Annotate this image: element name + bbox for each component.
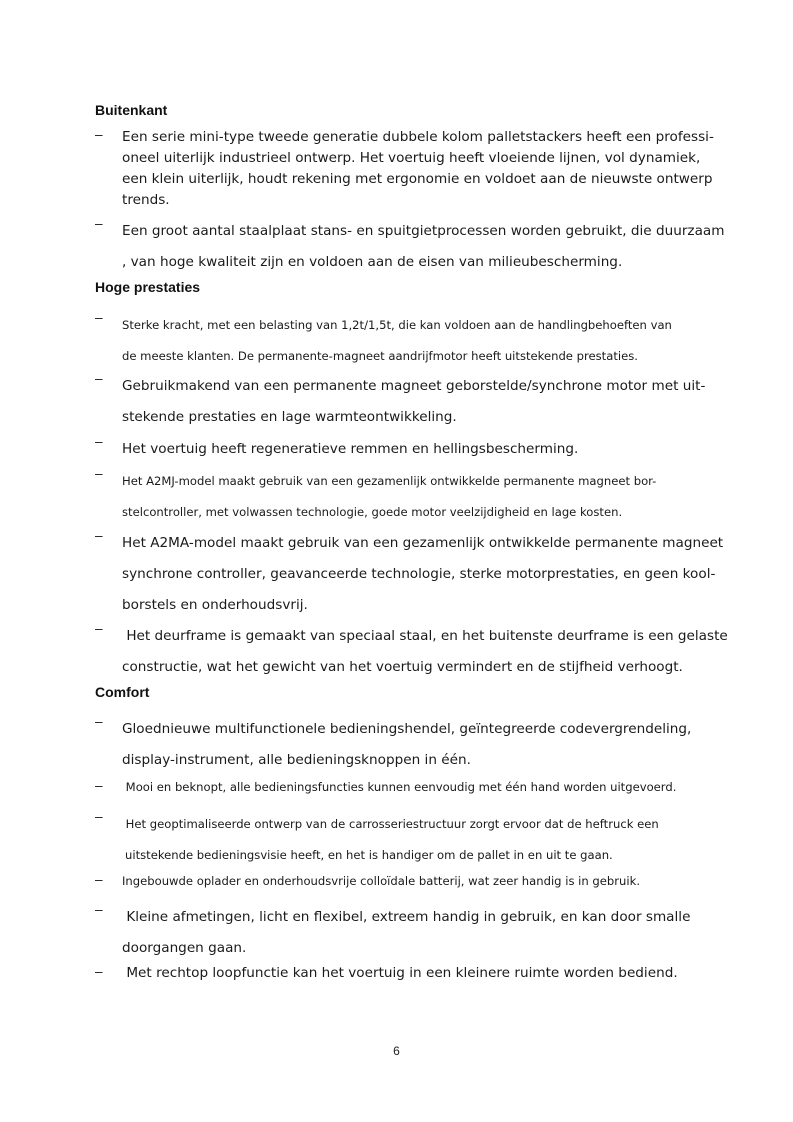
page-number: 6 bbox=[393, 1044, 400, 1058]
bullet-dash: – bbox=[95, 127, 103, 142]
text-line: display-instrument, alle bedieningsknoppen in één. bbox=[122, 752, 471, 768]
bullet-dash: – bbox=[95, 621, 103, 636]
bullet-dash: – bbox=[95, 434, 103, 449]
text-line: Sterke kracht, met een belasting van 1,2t/1,5t, die kan voldoen aan de handlingbehoeften van bbox=[122, 318, 672, 332]
text-line: Een groot aantal staalplaat stans- en spuitgietprocessen worden gebruikt, die duurzaam bbox=[122, 223, 725, 239]
text-line: Met rechtop loopfunctie kan het voertuig in een kleinere ruimte worden bediend. bbox=[122, 965, 678, 981]
text-line: Het geoptimaliseerde ontwerp van de carrosseriestructuur zorgt ervoor dat de heftruck een bbox=[122, 817, 659, 831]
text-line: de meeste klanten. De permanente-magneet aandrijfmotor heeft uitstekende prestaties. bbox=[122, 349, 638, 363]
text-line: stekende prestaties en lage warmteontwikkeling. bbox=[122, 409, 457, 425]
text-line: Gebruikmakend van een permanente magneet geborstelde/synchrone motor met uit- bbox=[122, 378, 706, 394]
list-item-text bbox=[122, 872, 717, 890]
bullet-dash: – bbox=[95, 964, 103, 979]
bullet-dash: – bbox=[95, 466, 103, 481]
bullet-dash: – bbox=[95, 310, 103, 325]
text-line: Het voertuig heeft regeneratieve remmen en hellingsbescherming. bbox=[122, 441, 579, 457]
list-item-text bbox=[122, 809, 717, 871]
text-line: constructie, wat het gewicht van het voertuig vermindert en de stijfheid verhoogt. bbox=[122, 659, 683, 675]
text-line: Kleine afmetingen, licht en flexibel, extreem handig in gebruik, en kan door smalle bbox=[122, 909, 691, 925]
bullet-dash: – bbox=[95, 902, 103, 917]
list-item-text bbox=[122, 528, 724, 621]
text-line: uitstekende bedieningsvisie heeft, en het is handiger om de pallet in en uit te gaan. bbox=[125, 848, 613, 862]
list-item-text bbox=[122, 621, 728, 683]
text-line: Gloednieuwe multifunctionele bedieningshendel, geïntegreerde codevergrendeling, bbox=[122, 721, 692, 737]
section-heading-hoge-prestaties: Hoge prestaties bbox=[95, 279, 201, 295]
text-line: stelcontroller, met volwassen technologie, goede motor veelzijdigheid en lage kosten. bbox=[122, 505, 623, 519]
bullet-dash: – bbox=[95, 778, 103, 793]
text-line: Het A2MA-model maakt gebruik van een gezamenlijk ontwikkelde permanente magneet bbox=[122, 535, 724, 551]
text-line: synchrone controller, geavanceerde technologie, sterke motorprestaties, en geen kool- bbox=[122, 566, 716, 582]
bullet-dash: – bbox=[95, 872, 103, 887]
text-line: trends. bbox=[122, 192, 170, 208]
text-line: een klein uiterlijk, houdt rekening met ergonomie en voldoet aan de nieuwste ontwerp bbox=[122, 171, 713, 187]
list-item-text bbox=[122, 964, 717, 982]
list-item-text bbox=[122, 127, 717, 211]
text-line: oneel uiterlijk industrieel ontwerp. Het voertuig heeft vloeiende lijnen, vol dynamiek, bbox=[122, 150, 701, 166]
text-line: Ingebouwde oplader en onderhoudsvrije colloïdale batterij, wat zeer handig is in gebruik. bbox=[122, 874, 641, 888]
list-item-text bbox=[122, 714, 717, 776]
bullet-dash: – bbox=[95, 371, 103, 386]
text-line: borstels en onderhoudsvrij. bbox=[122, 597, 308, 613]
text-line: doorgangen gaan. bbox=[122, 940, 247, 956]
list-item-text bbox=[122, 778, 717, 796]
text-line: Het A2MJ-model maakt gebruik van een gezamenlijk ontwikkelde permanente magneet bor- bbox=[122, 474, 657, 488]
list-item-text bbox=[122, 216, 725, 278]
text-line: Een serie mini-type tweede generatie dubbele kolom palletstackers heeft een professi- bbox=[122, 129, 714, 145]
list-item-text bbox=[122, 434, 717, 465]
bullet-dash: – bbox=[95, 528, 103, 543]
bullet-dash: – bbox=[95, 216, 103, 231]
bullet-dash: – bbox=[95, 809, 103, 824]
text-line: Mooi en beknopt, alle bedieningsfuncties kunnen eenvoudig met één hand worden uitgevoerd. bbox=[122, 780, 677, 794]
list-item-text bbox=[122, 371, 717, 433]
text-line: Het deurframe is gemaakt van speciaal staal, en het buitenste deurframe is een gelaste bbox=[122, 628, 728, 644]
section-heading-comfort: Comfort bbox=[95, 684, 150, 700]
bullet-dash: – bbox=[95, 714, 103, 729]
text-line: , van hoge kwaliteit zijn en voldoen aan de eisen van milieubescherming. bbox=[122, 254, 623, 270]
list-item-text bbox=[122, 466, 717, 528]
list-item-text bbox=[122, 902, 717, 964]
section-heading-buitenkant: Buitenkant bbox=[95, 102, 168, 118]
list-item-text bbox=[122, 310, 717, 372]
